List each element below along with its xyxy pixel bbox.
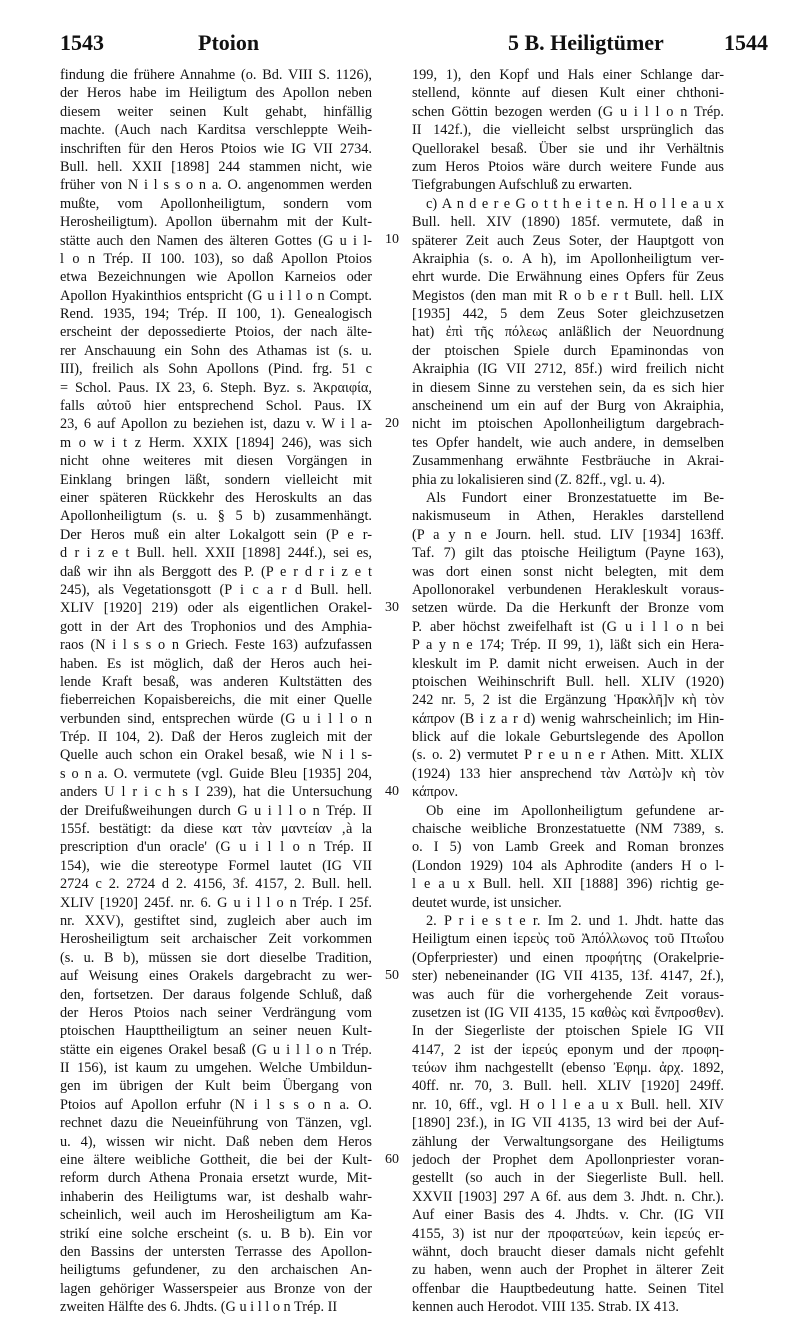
text-line: der ptoischen Spiele durch Epaminondas von bbox=[412, 342, 724, 359]
text-line: gestellt (so auch in der Siegerliste Bull. hell. bbox=[412, 1170, 724, 1187]
text-line: ptoischen Weihinschrift Bull. hell. XLIV (1920) bbox=[412, 673, 724, 690]
text-line: etwa Bezeichnungen wie Apollon Karneios oder bbox=[60, 269, 372, 286]
text-line: 154), wie die stereotype Formel lautet (IG VII bbox=[60, 857, 372, 874]
text-line: 245), als Vegetationsgott (P i c a r d Bull. hell. bbox=[60, 581, 372, 598]
text-line: ster) nebeneinander (IG VII 4135, 13f. 4147, 2f.), bbox=[412, 968, 724, 985]
text-line: Apollonheiligtum (s. u. § 5 b) zusammenhängt. bbox=[60, 508, 372, 525]
text-line: Auf einer Basis des 4. Jhdts. v. Chr. (IG VII bbox=[412, 1207, 724, 1224]
text-line: XXVII [1903] 297 A 6f. aus dem 3. Jhdt. n. Chr.). bbox=[412, 1188, 724, 1205]
text-line: diesem weiter seinen Kult gehabt, hinfällig bbox=[60, 103, 372, 120]
text-line: strikí eine solche erscheint (s. u. B b). Ein vor bbox=[60, 1225, 372, 1242]
text-line: Heiligtum einen ἱερεὺς τοῦ Ἀπόλλωνος τοῦ Πτωΐου bbox=[412, 931, 724, 948]
line-number: 10 bbox=[385, 231, 399, 247]
text-line: anscheinend um ein auf der Burg von Akraiphia, bbox=[412, 398, 724, 415]
text-line: verbunden sind, entsprechen würde (G u i l l o n bbox=[60, 710, 372, 727]
text-line: c) A n d e r e G o t t h e i t e n. H o l l e a u x bbox=[426, 195, 724, 212]
text-line: 155f. bestätigt: da diese κατ τὰν μαντείαν ‚à la bbox=[60, 821, 372, 838]
text-line: Bull. hell. XIV (1890) 185f. vermutete, daß in bbox=[412, 214, 724, 231]
line-number: 40 bbox=[385, 783, 399, 799]
text-line: u. 4), wissen wir nicht. Daß neben dem Heros bbox=[60, 1133, 372, 1150]
text-line: inschriften für den Heros Ptoios wie IG VII 2734. bbox=[60, 140, 372, 157]
text-line: chaische weibliche Bronzestatuette (NM 7389, s. bbox=[412, 821, 724, 838]
text-line: Apollon Hyakinthios entspricht (G u i l l o n Compt. bbox=[60, 287, 372, 304]
text-line: 4147, 2 ist der ἱερεύς eponym und der προφη- bbox=[412, 1041, 724, 1058]
text-line: anders U l r i c h s I 239), hat die Untersuchung bbox=[60, 784, 372, 801]
text-line: nicht ohne weiteres mit diesen Vorgängen in bbox=[60, 453, 372, 470]
text-line: nakismuseum in Athen, Herakles darstellend bbox=[412, 508, 724, 525]
line-number: 30 bbox=[385, 599, 399, 615]
text-line: (Opferpriester) und einen προφήτης (Orakelprie- bbox=[412, 949, 724, 966]
page-header bbox=[60, 30, 768, 64]
text-line: Zusammenhang erwähnte Festbräuche in Akrai- bbox=[412, 453, 724, 470]
text-line: 23, 6 auf Apollon zu beziehen ist, dazu v. W i l a- bbox=[60, 416, 372, 433]
text-line: Der Heros muß ein alter Lokalgott sein (P e r- bbox=[60, 526, 372, 543]
text-line: τεύων ihm nachgestellt (ebenso Ἐφημ. ἀρχ. 1892, bbox=[412, 1060, 724, 1077]
text-line: ptoischen Haupttheiligtum an seiner neuen Kult- bbox=[60, 1023, 372, 1040]
text-line: den Bassins der untersten Terrasse des Apollon- bbox=[60, 1244, 372, 1260]
text-line: l o n Trép. II 100. 103), so daß Apollon Ptoios bbox=[60, 250, 372, 267]
text-line: was dort einen sonst nicht belegten, mit dem bbox=[412, 563, 724, 580]
text-line: was auch für die vorhergehende Zeit voraus- bbox=[412, 986, 724, 1003]
text-line: falls αὐτοῦ hier entsprechend Schol. Paus. IX bbox=[60, 398, 372, 415]
text-line: P a y n e 174; Trép. II 99, 1), läßt sich ein Hera- bbox=[412, 637, 724, 654]
text-line: Einklang bringen läßt, sondern vielleicht mit bbox=[60, 471, 372, 488]
text-line: Bull. hell. XXII [1898] 244 stammen nicht, wie bbox=[60, 158, 372, 175]
text-line: lagen gehöriger Wasserspeier aus Bronze von der bbox=[60, 1280, 372, 1297]
right-page-number: 1544 bbox=[724, 30, 768, 55]
text-line: κάπρον (B i z a r d) wenig wahrscheinlich; im Hin- bbox=[412, 710, 724, 727]
text-line: 4155, 3) ist nur der προφατεύων, kein ἱερεύς er- bbox=[412, 1225, 724, 1242]
text-line: kennen auch Herodot. VIII 135. Strab. IX 413. bbox=[412, 1299, 679, 1316]
text-line: (s. u. B b), müssen sie dort dieselbe Tradition, bbox=[60, 949, 372, 966]
text-line: [1890] 23f.), in IG VII 4135, 13 wird bei der Auf- bbox=[412, 1115, 724, 1132]
text-line: 199, 1), den Kopf und Hals einer Schlange dar- bbox=[412, 67, 724, 83]
left-page-number: 1543 bbox=[60, 30, 104, 55]
text-line: zu haben, wenn auch der Prophet in älterer Zeit bbox=[412, 1262, 724, 1279]
line-number: 20 bbox=[385, 415, 399, 431]
text-line: rer Anschauung ein Sohn des Athamas ist (s. u. bbox=[60, 342, 372, 359]
text-line: haben. Es ist möglich, daß der Heros auch hei- bbox=[60, 655, 372, 672]
text-line: Apollonorakel verbundenen Herakleskult voraus- bbox=[412, 581, 724, 598]
text-line: Herosheiligtum seit archaischer Zeit vorkommen bbox=[60, 931, 372, 948]
text-line: der Heros Ptoios nach seiner Verdrängung vom bbox=[60, 1004, 372, 1021]
text-line: Tiefgrabungen Aufschluß zu erwarten. bbox=[412, 177, 633, 194]
text-line: II 142f.), die vielleicht selbst ursprünglich das bbox=[412, 122, 724, 139]
text-line: s o n a. O. vermutete (vgl. Guide Bleu [1935] 204, bbox=[60, 765, 372, 782]
text-line: Als Fundort einer Bronzestatuette im Be- bbox=[426, 489, 724, 506]
text-line: eine ältere weibliche Gottheit, die bei der Kult- bbox=[60, 1152, 372, 1169]
text-line: stätte ein eigenes Orakel besaß (G u i l l o n Trép. bbox=[60, 1041, 372, 1058]
text-line: zweiten Hälfte des 6. Jhdts. (G u i l l o n Trép. II bbox=[60, 1299, 338, 1316]
right-text-column bbox=[412, 66, 724, 1317]
text-line: schen Göttin bezogen werden (G u i l l o n Trép. bbox=[412, 103, 724, 120]
text-line: späterer Zeit auch Zeus Soter, der Hauptgott von bbox=[412, 232, 724, 249]
text-line: Akraiphia (IG VII 2712, 85f.) wird freilich nicht bbox=[412, 361, 724, 378]
text-line: Quellorakel besaß. Über sie und ihr Verhältnis bbox=[412, 140, 724, 157]
text-line: der Heros habe im Heiligtum des Apollon neben bbox=[60, 85, 372, 102]
text-line: gott in der Art des Trophonios und des Amphia- bbox=[60, 618, 372, 635]
text-line: 242 nr. 5, 2 ist die Ergänzung Ἡρακλῆ]ν κὴ τὸν bbox=[412, 692, 724, 709]
text-line: stellend, könnte auf diesen Kult einer chthoni- bbox=[412, 85, 724, 102]
text-line: II 156), ist kaum zu umgehen. Welche Umbildun- bbox=[60, 1060, 372, 1077]
text-line: wähnt, doch braucht dieser damals nicht gefehlt bbox=[412, 1244, 724, 1260]
text-line: daß wir ihn als Berggott des P. (P e r d r i z e t bbox=[60, 563, 372, 580]
text-line: phia zu lokalisieren sind (Z. 82ff., vgl. u. 4). bbox=[412, 471, 666, 488]
text-line: κάπρον. bbox=[412, 784, 459, 801]
text-line: (s. o. 2) vermutet P r e u n e r Athen. Mitt. XLIX bbox=[412, 747, 724, 764]
text-line: (P a y n e Journ. hell. stud. LIV [1934] 163ff. bbox=[412, 526, 724, 543]
text-line: einer späteren Rückkehr des Heroskults an das bbox=[60, 489, 372, 506]
text-line: hat) ἐπὶ τῆς πόλεως anläßlich der Neuordnung bbox=[412, 324, 724, 341]
text-line: reform durch Athena Pronaia ersetzt wurde, Mit- bbox=[60, 1170, 372, 1187]
text-line: in diesem Sinne zu verstehen sein, da es sich hier bbox=[412, 379, 724, 396]
text-line: jedoch der Prophet dem Apollonpriester voran- bbox=[412, 1152, 724, 1169]
text-line: raos (N i l s s o n Griech. Feste 163) aufzufassen bbox=[60, 637, 372, 654]
text-line: auf Weisung eines Orakels dargebracht zu wer- bbox=[60, 968, 372, 985]
text-line: (1924) 133 hier ansprechend τὰν Λατὼ]ν κὴ τὸν bbox=[412, 765, 724, 782]
running-title: Ptoion bbox=[198, 30, 260, 55]
text-line: Rend. 1935, 194; Trép. II 100, 1). Genealogisch bbox=[60, 306, 372, 323]
text-line: gen im übrigen der Kult beim Übergang von bbox=[60, 1078, 372, 1095]
text-line: Herosheiligtum). Apollon übernahm mit der Kult- bbox=[60, 214, 372, 231]
text-line: (London 1929) 104 als Aphrodite (anders H o l- bbox=[412, 857, 724, 874]
text-line: = Schol. Paus. IX 23, 6. Steph. Byz. s. Ἀκραιφία, bbox=[60, 379, 372, 396]
line-number: 60 bbox=[385, 1151, 399, 1167]
text-line: In der Siegerliste der ptoischen Spiele IG VII bbox=[412, 1023, 724, 1040]
text-line: blick auf die lokale Geburtslegende des Apollon bbox=[412, 729, 724, 746]
text-line: nicht im ptoischen Apollonheiligtum dargebrach- bbox=[412, 416, 724, 433]
text-line: nr. XXV), gestiftet sind, zugleich aber auch im bbox=[60, 912, 372, 929]
text-line: Quelle auch schon ein Orakel besaß, wie N i l s- bbox=[60, 747, 372, 764]
text-line: Ob eine im Apollonheiligtum gefundene ar- bbox=[426, 802, 724, 819]
text-line: machte. (Auch nach Karditsa verschleppte Weih- bbox=[60, 122, 372, 139]
text-line: d r i z e t Bull. hell. XXII [1898] 244f.), sei es, bbox=[60, 545, 372, 562]
text-line: inhaberin des Heiligtums war, ist deshalb wahr- bbox=[60, 1188, 372, 1205]
text-line: Ptoios auf Apollon erfuhr (N i l s s o n a. O. bbox=[60, 1096, 372, 1113]
text-line: erscheint der depossedierte Ptoios, der nach älte- bbox=[60, 324, 372, 341]
text-line: nr. 10, 6ff., vgl. H o l l e a u x Bull. hell. XIV bbox=[412, 1096, 724, 1113]
text-line: ehrt wurde. Die Erwähnung eines Opfers für Zeus bbox=[412, 269, 724, 286]
section-heading: 5 B. Heiligtümer bbox=[508, 30, 664, 55]
text-line: m o w i t z Herm. XXIX [1894] 246), was sich bbox=[60, 434, 372, 451]
text-line: deutet wurde, ist unsicher. bbox=[412, 894, 562, 911]
text-line: prescription d'un oracle' (G u i l l o n Trép. II bbox=[60, 839, 372, 856]
text-line: rechnet dazu die Neueinführung von Tänzen, vgl. bbox=[60, 1115, 372, 1132]
text-line: l e a u x Bull. hell. XII [1888] 396) richtig ge- bbox=[412, 876, 724, 893]
text-line: lende Kraft besaß, was anderen Kultstätten des bbox=[60, 673, 372, 690]
text-line: stätte auch den Namen des älteren Gottes (G u i l- bbox=[60, 232, 372, 249]
text-line: früher von N i l s s o n a. O. angenommen werden bbox=[60, 177, 372, 194]
text-line: 2. P r i e s t e r. Im 2. und 1. Jhdt. hatte das bbox=[426, 912, 724, 929]
text-line: scheinlich, weil auch im Herosheiligtum am Ka- bbox=[60, 1207, 372, 1224]
text-line: offenbar die Hauptbedeutung hatte. Seinen Titel bbox=[412, 1280, 724, 1297]
text-line: Megistos (den man mit R o b e r t Bull. hell. LIX bbox=[412, 287, 724, 304]
text-line: XLIV [1920] 245f. nr. 6. G u i l l o n Trép. I 25f. bbox=[60, 894, 372, 911]
text-line: zählung der Verwaltungsorgane des Heiligtums bbox=[412, 1133, 724, 1150]
text-line: [1935] 442, 5 dem Zeus Soter gleichzusetzen bbox=[412, 306, 724, 323]
text-line: Taf. 7) gilt das ptoische Heiligtum (Payne 163), bbox=[412, 545, 724, 562]
text-line: III), freilich als Sohn Apollons (Pind. frg. 51 c bbox=[60, 361, 372, 378]
text-line: XLIV [1920] 219) oder als eigentlichen Orakel- bbox=[60, 600, 372, 617]
text-line: der Dreifußweihungen durch G u i l l o n Trép. II bbox=[60, 802, 372, 819]
text-line: P. aber höchst zweifelhaft ist (G u i l l o n bei bbox=[412, 618, 724, 635]
text-line: 2724 c 2. 2724 d 2. 4156, 3f. 4157, 2. Bull. hell. bbox=[60, 876, 372, 893]
text-line: heiligtums gefundener, zu den archaischen An- bbox=[60, 1262, 372, 1279]
text-line: setzen würde. Da die Herkunft der Bronze vom bbox=[412, 600, 724, 617]
text-line: tes Opfer handelt, wie auch andere, in demselben bbox=[412, 434, 724, 451]
text-line: den, fortsetzen. Der daraus folgende Schluß, daß bbox=[60, 986, 372, 1003]
text-line: Trép. II 104, 2). Daß der Heros zugleich mit der bbox=[60, 729, 372, 746]
text-line: o. I 5) von Lamb Greek and Roman bronzes bbox=[412, 839, 724, 856]
text-line: Akraiphia (s. o. A h), im Apollonheiligtum ver- bbox=[412, 250, 724, 267]
left-text-column bbox=[60, 66, 372, 1317]
line-number: 50 bbox=[385, 967, 399, 983]
text-line: findung die frühere Annahme (o. Bd. VIII S. 1126), bbox=[60, 67, 372, 83]
text-line: fieberreichen Kopaisbereichs, die mit einer Quelle bbox=[60, 692, 372, 709]
text-line: zum Heros Ptoios wäre durch weitere Funde aus bbox=[412, 158, 724, 175]
text-line: zusetzen ist (IG VII 4135, 15 καθὼς καὶ ἔνπροσθεν). bbox=[412, 1004, 724, 1021]
text-line: 40ff. nr. 70, 3. Bull. hell. XLIV [1920] 249ff. bbox=[412, 1078, 724, 1095]
text-line: mußte, vom Apollonheiligtum, sondern vom bbox=[60, 195, 372, 212]
text-line: kleskult im P. damit nicht erweisen. Auch in der bbox=[412, 655, 724, 672]
